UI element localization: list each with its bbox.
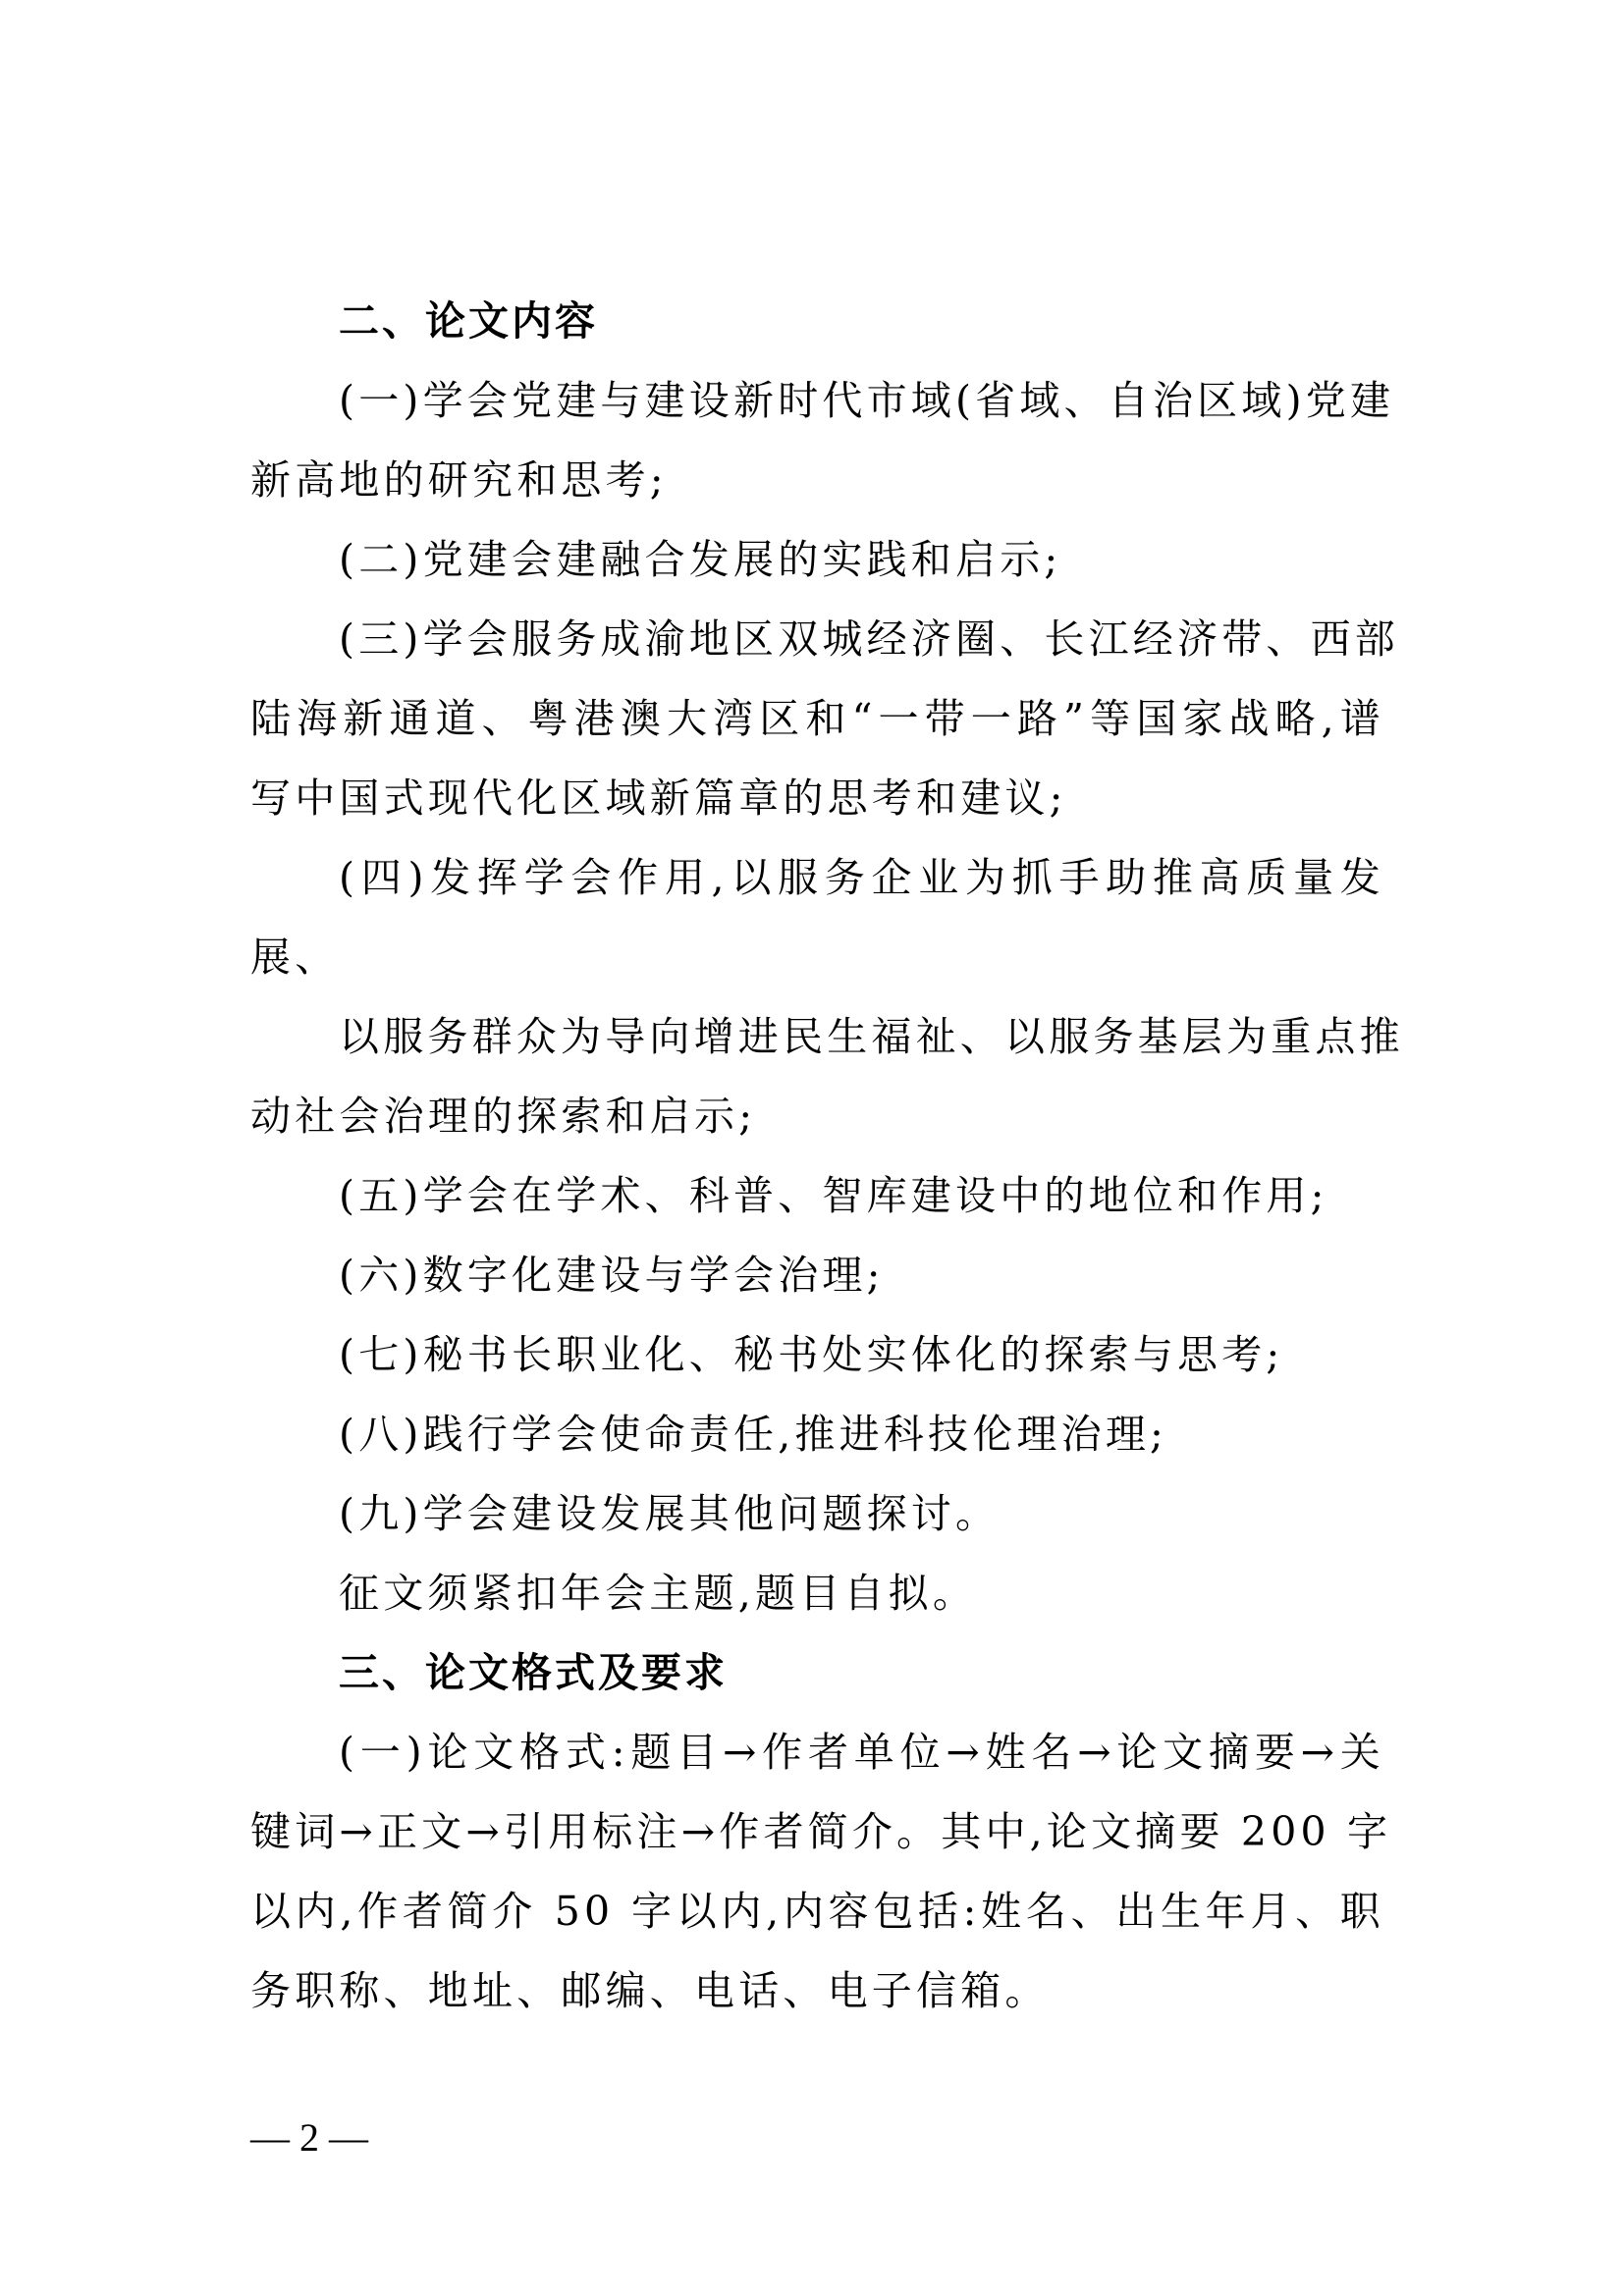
paragraph-item-3-line-2: 陆海新通道、粤港澳大湾区和“一带一路”等国家战略,谱 [250, 695, 1384, 742]
paragraph-item-4-continued-line-1: 以服务群众为导向增进民生福祉、以服务基层为重点推 [339, 1013, 1404, 1060]
paragraph-item-6: (六)数字化建设与学会治理; [339, 1252, 885, 1299]
paragraph-format-line-2: 键词→正文→引用标注→作者简介。其中,论文摘要 200 字 [250, 1808, 1392, 1855]
paragraph-item-7: (七)秘书长职业化、秘书处实体化的探索与思考; [339, 1331, 1284, 1378]
page-number: — 2 — [250, 2115, 368, 2160]
paragraph-format-line-1: (一)论文格式:题目→作者单位→姓名→论文摘要→关 [339, 1729, 1384, 1776]
section-heading-format-requirements: 三、论文格式及要求 [339, 1649, 728, 1696]
paragraph-format-line-3: 以内,作者简介 50 字以内,内容包括:姓名、出生年月、职 [250, 1888, 1384, 1935]
paragraph-item-9: (九)学会建设发展其他问题探讨。 [339, 1490, 1001, 1537]
paragraph-item-1-line-1: (一)学会党建与建设新时代市域(省域、自治区域)党建 [339, 377, 1395, 424]
paragraph-item-2: (二)党建会建融合发展的实践和启示; [339, 536, 1062, 583]
paragraph-item-4-line-1: (四)发挥学会作用,以服务企业为抓手助推高质量发 [339, 854, 1384, 901]
paragraph-item-1-line-2: 新高地的研究和思考; [250, 456, 668, 504]
paragraph-item-3-line-1: (三)学会服务成渝地区双城经济圈、长江经济带、西部 [339, 615, 1399, 663]
paragraph-item-8: (八)践行学会使命责任,推进科技伦理治理; [339, 1411, 1168, 1458]
section-heading-paper-content: 二、论文内容 [339, 297, 598, 345]
paragraph-item-4-continued-line-2: 动社会治理的探索和启示; [250, 1093, 757, 1140]
document-body [250, 282, 1404, 2031]
paragraph-topic-note: 征文须紧扣年会主题,题目自拟。 [339, 1570, 978, 1617]
paragraph-item-4-line-2: 展、 [250, 934, 340, 981]
paragraph-item-3-line-3: 写中国式现代化区域新篇章的思考和建议; [250, 774, 1067, 822]
paragraph-item-5: (五)学会在学术、科普、智库建设中的地位和作用; [339, 1172, 1328, 1219]
paragraph-format-line-4: 务职称、地址、邮编、电话、电子信箱。 [250, 1967, 1050, 2014]
